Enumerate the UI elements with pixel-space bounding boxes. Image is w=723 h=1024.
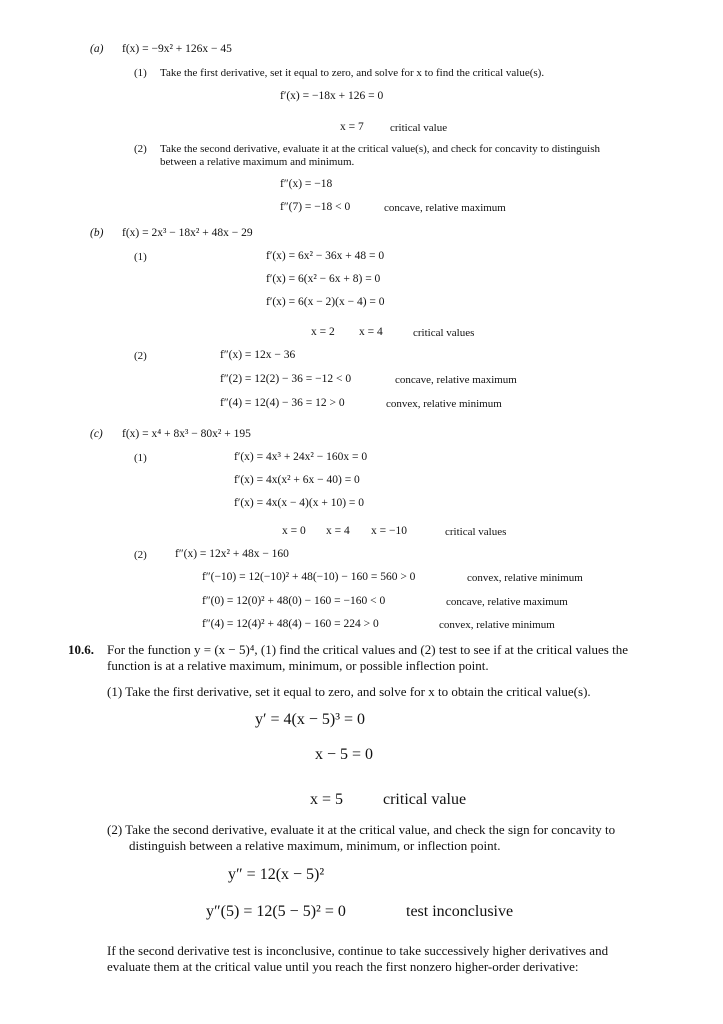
part-c-label: (c)	[90, 428, 103, 440]
problem-critical-note: critical value	[383, 791, 467, 808]
part-b-second-derivative-eval-4: f″(4) = 12(4) − 36 = 12 > 0	[220, 397, 345, 409]
part-b-first-derivative: f′(x) = 6x² − 36x + 48 = 0	[266, 250, 385, 262]
part-b-critical-note: critical values	[413, 327, 475, 339]
part-a-step2-text-1: Take the second derivative, evaluate it at the critical value(s), and check for concavity to distinguish	[160, 143, 600, 155]
part-b-critical-2: x = 4	[359, 326, 383, 338]
part-c-critical-3: x = −10	[371, 525, 407, 537]
part-c-function: f(x) = x⁴ + 8x³ − 80x² + 195	[122, 428, 251, 440]
problem-test-note: test inconclusive	[406, 903, 514, 920]
part-b-note-2: concave, relative maximum	[395, 374, 517, 386]
part-a-step2-text-2: between a relative maximum and minimum.	[160, 156, 355, 168]
problem-step1-text: (1) Take the first derivative, set it equal to zero, and solve for x to obtain the critical value(s).	[107, 684, 591, 699]
problem-statement-2: function is at a relative maximum, minimum, or possible inflection point.	[107, 658, 489, 673]
part-b-label: (b)	[90, 227, 104, 239]
problem-step2-text-1: (2) Take the second derivative, evaluate it at the critical value, and check the sign for concavity to	[107, 822, 616, 837]
part-b-first-derivative-roots: f′(x) = 6(x − 2)(x − 4) = 0	[266, 296, 385, 308]
closing-text-1: If the second derivative test is inconclusive, continue to take successively higher derivatives and	[107, 943, 609, 958]
part-c-note-4: convex, relative minimum	[439, 619, 555, 631]
part-c-step1-num: (1)	[134, 452, 147, 464]
part-a-function: f(x) = −9x² + 126x − 45	[122, 43, 232, 55]
part-c-first-derivative-roots: f′(x) = 4x(x − 4)(x + 10) = 0	[234, 497, 365, 509]
part-b-function: f(x) = 2x³ − 18x² + 48x − 29	[122, 227, 253, 239]
part-b-second-derivative: f″(x) = 12x − 36	[220, 349, 296, 361]
part-c-second-derivative-eval-0: f″(0) = 12(0)² + 48(0) − 160 = −160 < 0	[202, 595, 386, 607]
part-b-step2-num: (2)	[134, 350, 147, 362]
part-a-concavity-note: concave, relative maximum	[384, 202, 506, 214]
part-c-critical-1: x = 0	[282, 525, 306, 537]
part-c-first-derivative: f′(x) = 4x³ + 24x² − 160x = 0	[234, 451, 368, 463]
closing-text-2: evaluate them at the critical value until you reach the first nonzero higher-order derivative:	[107, 959, 579, 974]
part-c-second-derivative-eval-4: f″(4) = 12(4)² + 48(4) − 160 = 224 > 0	[202, 618, 379, 630]
problem-number: 10.6.	[68, 642, 94, 657]
problem-second-derivative-eval: y″(5) = 12(5 − 5)² = 0	[206, 903, 346, 920]
problem-factor-eq: x − 5 = 0	[315, 746, 374, 763]
part-c-critical-2: x = 4	[326, 525, 350, 537]
problem-critical-eq: x = 5	[310, 791, 344, 808]
part-b-second-derivative-eval-2: f″(2) = 12(2) − 36 = −12 < 0	[220, 373, 352, 385]
part-c-first-derivative-factored: f′(x) = 4x(x² + 6x − 40) = 0	[234, 474, 360, 486]
part-c-note-neg10: convex, relative minimum	[467, 572, 583, 584]
part-a-step1-num: (1)	[134, 67, 147, 79]
problem-second-derivative: y″ = 12(x − 5)²	[228, 866, 325, 883]
part-c-second-derivative-eval-neg10: f″(−10) = 12(−10)² + 48(−10) − 160 = 560 > 0	[202, 571, 416, 583]
problem-statement-1: For the function y = (x − 5)⁴, (1) find the critical values and (2) test to see if at the critical values the	[107, 642, 628, 657]
part-a-label: (a)	[90, 43, 104, 55]
part-b-note-4: convex, relative minimum	[386, 398, 502, 410]
problem-step2-text-2: distinguish between a relative maximum, minimum, or inflection point.	[129, 838, 501, 853]
problem-first-derivative: y′ = 4(x − 5)³ = 0	[255, 711, 366, 728]
part-c-note-0: concave, relative maximum	[446, 596, 568, 608]
part-a-critical-note: critical value	[390, 122, 448, 134]
part-c-step2-num: (2)	[134, 549, 147, 561]
part-a-critical-eq: x = 7	[340, 121, 364, 133]
part-a-step1-text: Take the first derivative, set it equal to zero, and solve for x to find the critical value(s).	[160, 67, 545, 79]
part-a-second-derivative-eval: f″(7) = −18 < 0	[280, 201, 351, 213]
part-b-step1-num: (1)	[134, 251, 147, 263]
part-a-first-derivative: f′(x) = −18x + 126 = 0	[280, 90, 384, 102]
part-c-second-derivative: f″(x) = 12x² + 48x − 160	[175, 548, 289, 560]
part-a-step2-num: (2)	[134, 143, 147, 155]
part-b-critical-1: x = 2	[311, 326, 335, 338]
part-c-critical-note: critical values	[445, 526, 507, 538]
part-a-second-derivative: f″(x) = −18	[280, 178, 333, 190]
part-b-first-derivative-factored: f′(x) = 6(x² − 6x + 8) = 0	[266, 273, 381, 285]
